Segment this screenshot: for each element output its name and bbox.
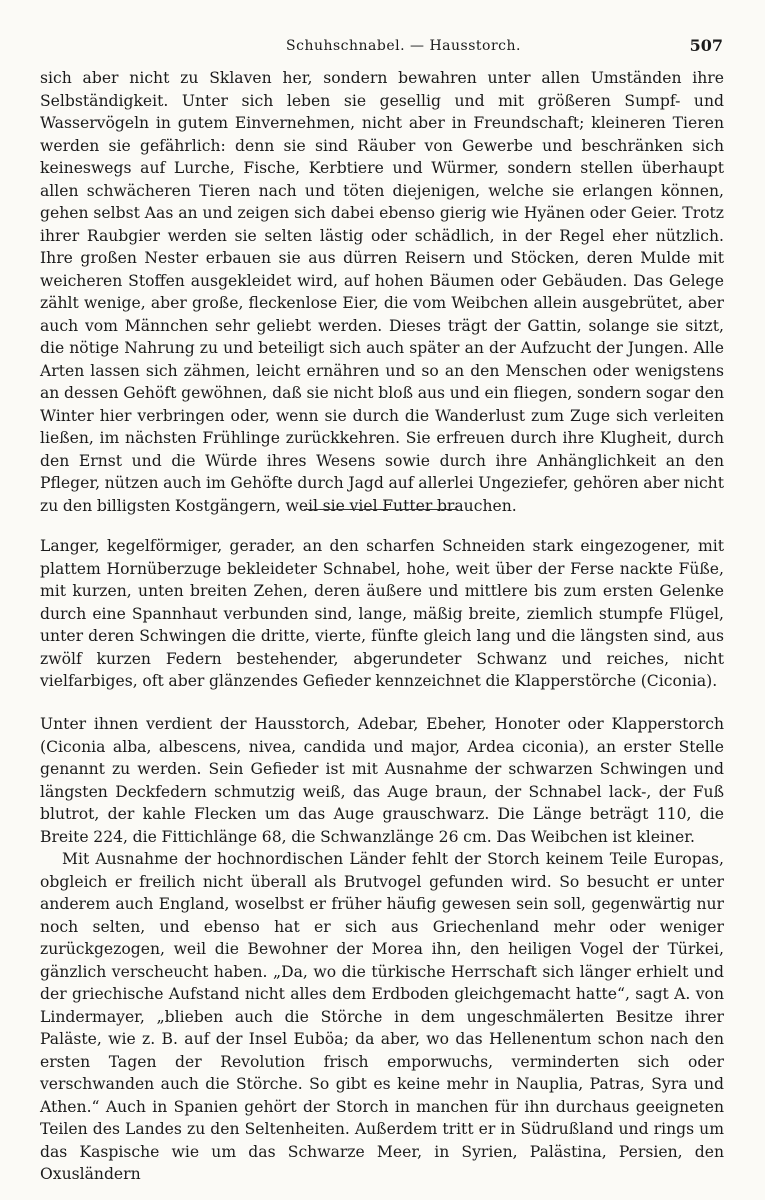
paragraph-white-stork-description: Unter ihnen verdient der Hausstorch, Adebar, Ebeher, Honoter oder Klapperstorch (Ciconia alba, albescens, nivea, candida und major, Ardea ciconia), an erster Stelle genannt zu werden. Sein Gefieder ist mit Ausnahme der schwarzen Schwingen und längsten Deckfedern schmutzig weiß, das Auge braun, der Schnabel lack-, der Fuß blutrot, der kahle Flecken um das Auge grauschwarz. Die Länge beträgt 110, die Breite 224, die Fittichlänge 68, die Schwanzlänge 26 cm. Das Weibchen ist kleiner.	[40, 715, 724, 846]
page-number: 507	[689, 36, 723, 55]
page-header	[40, 38, 723, 62]
running-head: Schuhschnabel. — Hausstorch.	[286, 38, 521, 54]
paragraph-storks-behaviour: sich aber nicht zu Sklaven her, sondern bewahren unter allen Umständen ihre Selbständigkeit. Unter sich leben sie gesellig und mit größeren Sumpf- und Wasservögeln in gutem Einvernehmen, nicht aber in Freundschaft; kleineren Tieren werden sie gefährlich: denn sie sind Räuber von Gewerbe und beschränken sich keineswegs auf Lurche, Fische, Kerbtiere und Würmer, sondern stellen überhaupt allen schwächeren Tieren nach und töten diejenigen, welche sie erlangen können, gehen selbst Aas an und zeigen sich dabei ebenso gierig wie Hyänen oder Geier. Trotz ihrer Raubgier werden sie selten lästig oder schädlich, in der Regel eher nützlich. Ihre großen Nester erbauen sie aus dürren Reisern und Stöcken, deren Mulde mit weicheren Stoffen ausgekleidet wird, auf hohen Bäumen oder Gebäuden. Das Gelege zählt wenige, aber große, fleckenlose Eier, die vom Weibchen allein ausgebrütet, aber auch vom Männchen sehr geliebt werden. Dieses trägt der Gattin, solange sie sitzt, die nötige Nahrung zu und beteiligt sich auch später an der Aufzucht der Jungen. Alle Arten lassen sich zähmen, leicht ernähren und so an den Menschen oder wenigstens an dessen Gehöft gewöhnen, daß sie nicht bloß aus und ein fliegen, sondern sogar den Winter hier verbringen oder, wenn sie durch die Wanderlust zum Zuge sich verleiten ließen, im nächsten Frühlinge zurückkehren. Sie erfreuen durch ihre Klugheit, durch den Ernst und die Würde ihres Wesens sowie durch ihre Anhänglichkeit an den Pfleger, nützen auch im Gehöfte durch Jagd auf allerlei Ungeziefer, gehören aber nicht zu den billigsten Kostgängern, weil sie viel Futter brauchen.	[40, 69, 724, 515]
paragraph-genus-description: Langer, kegelförmiger, gerader, an den scharfen Schneiden stark eingezogener, mit plattem Hornüberzuge bekleideter Schnabel, hohe, weit über der Ferse nackte Füße, mit kurzen, unten breiten Zehen, deren äußere und mittlere bis zum ersten Gelenke durch eine Spannhaut verbunden sind, lange, mäßig breite, ziemlich stumpfe Flügel, unter deren Schwingen die dritte, vierte, fünfte gleich lang und die längsten sind, aus zwölf kurzen Federn bestehender, abgerundeter Schwanz und reiches, nicht vielfarbiges, oft aber glänzendes Gefieder kennzeichnet die Klapperstörche (Ciconia).	[40, 537, 724, 690]
paragraph-white-stork-distribution: Mit Ausnahme der hochnordischen Länder fehlt der Storch keinem Teile Europas, obgleich er freilich nicht überall als Brutvogel gefunden wird. So besucht er unter anderem auch England, woselbst er früher häufig gewesen sein soll, gegenwärtig nur noch selten, und ebenso hat er sich aus Griechenland mehr oder weniger zurückgezogen, weil die Bewohner der Morea ihn, den heiligen Vogel der Türkei, gänzlich verscheucht haben. „Da, wo die türkische Herrschaft sich länger erhielt und der griechische Aufstand nicht alles dem Erdboden gleichgemacht hatte“, sagt A. von Lindermayer, „blieben auch die Störche in dem ungeschmälerten Besitze ihrer Paläste, wie z. B. auf der Insel Euböa; da aber, wo das Hellenentum schon nach den ersten Tagen der Revolution frisch emporwuchs, verminderten sich oder verschwanden auch die Störche. So gibt es keine mehr in Nauplia, Patras, Syra und Athen.“ Auch in Spanien gehört der Storch in manchen für ihn durchaus geeigneten Teilen des Landes zu den Seltenheiten. Außerdem tritt er in Südrußland und rings um das Kaspische wie um das Schwarze Meer, in Syrien, Palästina, Persien, den Oxusländern	[40, 850, 724, 1183]
section-divider	[304, 509, 458, 510]
